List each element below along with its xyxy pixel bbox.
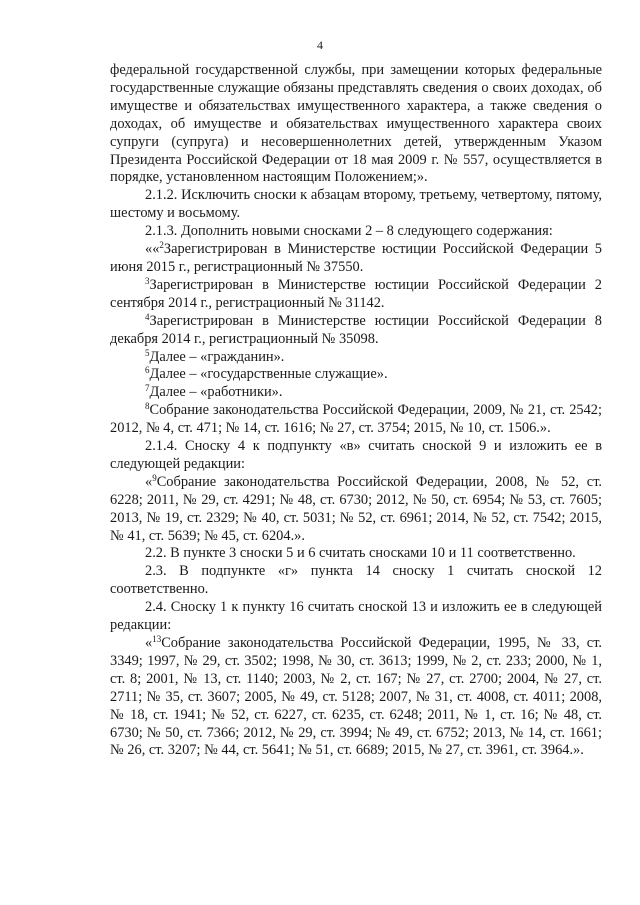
paragraph [110,563,602,599]
footnote-number: 6 [145,365,150,376]
paragraph-text: федеральной государственной службы, при замещении которых федеральные государственные служащие обязаны представлять сведения о своих доходах, об имуществе и обязательствах имущественного характера, а также сведения о доходах, об имуществе и обязательствах имущественного характера своих супруги (супруга) и несовершеннолетних детей, утвержденным Указом Президента Российской Федерации от 18 мая 2009 г. № 557, осуществляется в порядке, установленном настоящим Положением;». [110,62,602,186]
paragraph-text: Далее – «гражданин». [149,348,285,365]
paragraph [110,313,602,349]
paragraph [110,223,602,241]
footnote-number: 7 [145,383,150,394]
footnote-number: 5 [145,347,150,358]
paragraph [110,545,602,563]
quote-prefix: « [145,473,153,490]
paragraph-text: 2.1.3. Дополнить новыми сносками 2 – 8 следующего содержания: [145,223,553,240]
footnote-number: 4 [145,311,150,322]
paragraph-text: 2.4. Сноску 1 к пункту 16 считать сноской 13 и изложить ее в следующей редакции: [110,599,602,634]
paragraph-text: Зарегистрирован в Министерстве юстиции Российской Федерации 2 сентября 2014 г., регистрационный № 31142. [110,276,602,311]
paragraph-text: Собрание законодательства Российской Федерации, 1995, № 33, ст. 3349; 1997, № 29, ст. 3502; 1998, № 30, ст. 3613; 1999, № 2, ст. 233; 2000, № 1, ст. 8; 2001, № 13, ст. 1140; 2003, № 2, ст. 167; № 27, ст. 2700; 2004, № 27, ст. 2711; № 35, ст. 3607; 2005, № 49, ст. 5128; 2007, № 31, ст. 4008, ст. 4011; 2008, № 18, ст. 1941; № 52, ст. 6227, ст. 6235, ст. 6248; 2011, № 1, ст. 16; № 48, ст. 6730; № 50, ст. 7366; 2012, № 29, ст. 3994; № 49, ст. 6752; 2013, № 14, ст. 1661; № 26, ст. 3207; № 44, ст. 5641; № 51, ст. 6689; 2015, № 27, ст. 3961, ст. 3964.». [110,635,602,759]
footnote-number: 13 [152,634,162,644]
paragraph [110,402,602,438]
paragraph-text: Далее – «работники». [149,384,283,401]
paragraph-text: 2.2. В пункте 3 сноски 5 и 6 считать сносками 10 и 11 соответственно. [145,545,576,562]
paragraph-text: Собрание законодательства Российской Федерации, 2009, № 21, ст. 2542; 2012, № 4, ст. 471; № 14, ст. 1616; № 27, ст. 3754; 2015, № 10, ст. 1506.». [110,402,602,437]
paragraph [110,241,602,277]
paragraph-text: Зарегистрирован в Министерстве юстиции Российской Федерации 5 июня 2015 г., регистрационный № 37550. [110,241,602,275]
paragraph [110,187,602,223]
paragraph [110,277,602,313]
paragraph [110,366,602,384]
paragraph [110,599,602,635]
footnote-number: 8 [145,401,150,412]
page-number: 4 [317,38,323,52]
quote-prefix: « [145,635,153,651]
paragraph [110,62,602,187]
paragraph-text: 2.1.4. Сноску 4 к подпункту «в» считать сноской 9 и изложить ее в следующей редакции: [110,438,602,472]
footnote-number: 9 [152,472,157,483]
paragraph [110,349,602,367]
paragraph [110,438,602,474]
paragraph-text: Далее – «государственные служащие». [149,366,388,383]
document-body [110,62,602,760]
paragraph [110,635,602,760]
paragraph [110,474,602,546]
paragraph-text: 2.3. В подпункте «г» пункта 14 сноску 1 считать сноской 12 соответственно. [110,563,602,598]
footnote-number: 3 [145,275,150,286]
footnote-number: 2 [159,240,164,251]
quote-prefix: «« [145,241,160,258]
paragraph-text: Зарегистрирован в Министерстве юстиции Российской Федерации 8 декабря 2014 г., регистрационный № 35098. [110,312,602,347]
paragraph [110,384,602,402]
paragraph-text: Собрание законодательства Российской Федерации, 2008, № 52, ст. 6228; 2011, № 29, ст. 4291; № 48, ст. 6730; 2012, № 50, ст. 6954; № 53, ст. 7605; 2013, № 19, ст. 2329; № 40, ст. 5031; № 52, ст. 6961; 2014, № 52, ст. 7542; 2015, № 41, ст. 5639; № 45, ст. 6204.». [110,473,602,544]
paragraph-text: 2.1.2. Исключить сноски к абзацам второму, третьему, четвертому, пятому, шестому и восьмому. [110,187,602,222]
